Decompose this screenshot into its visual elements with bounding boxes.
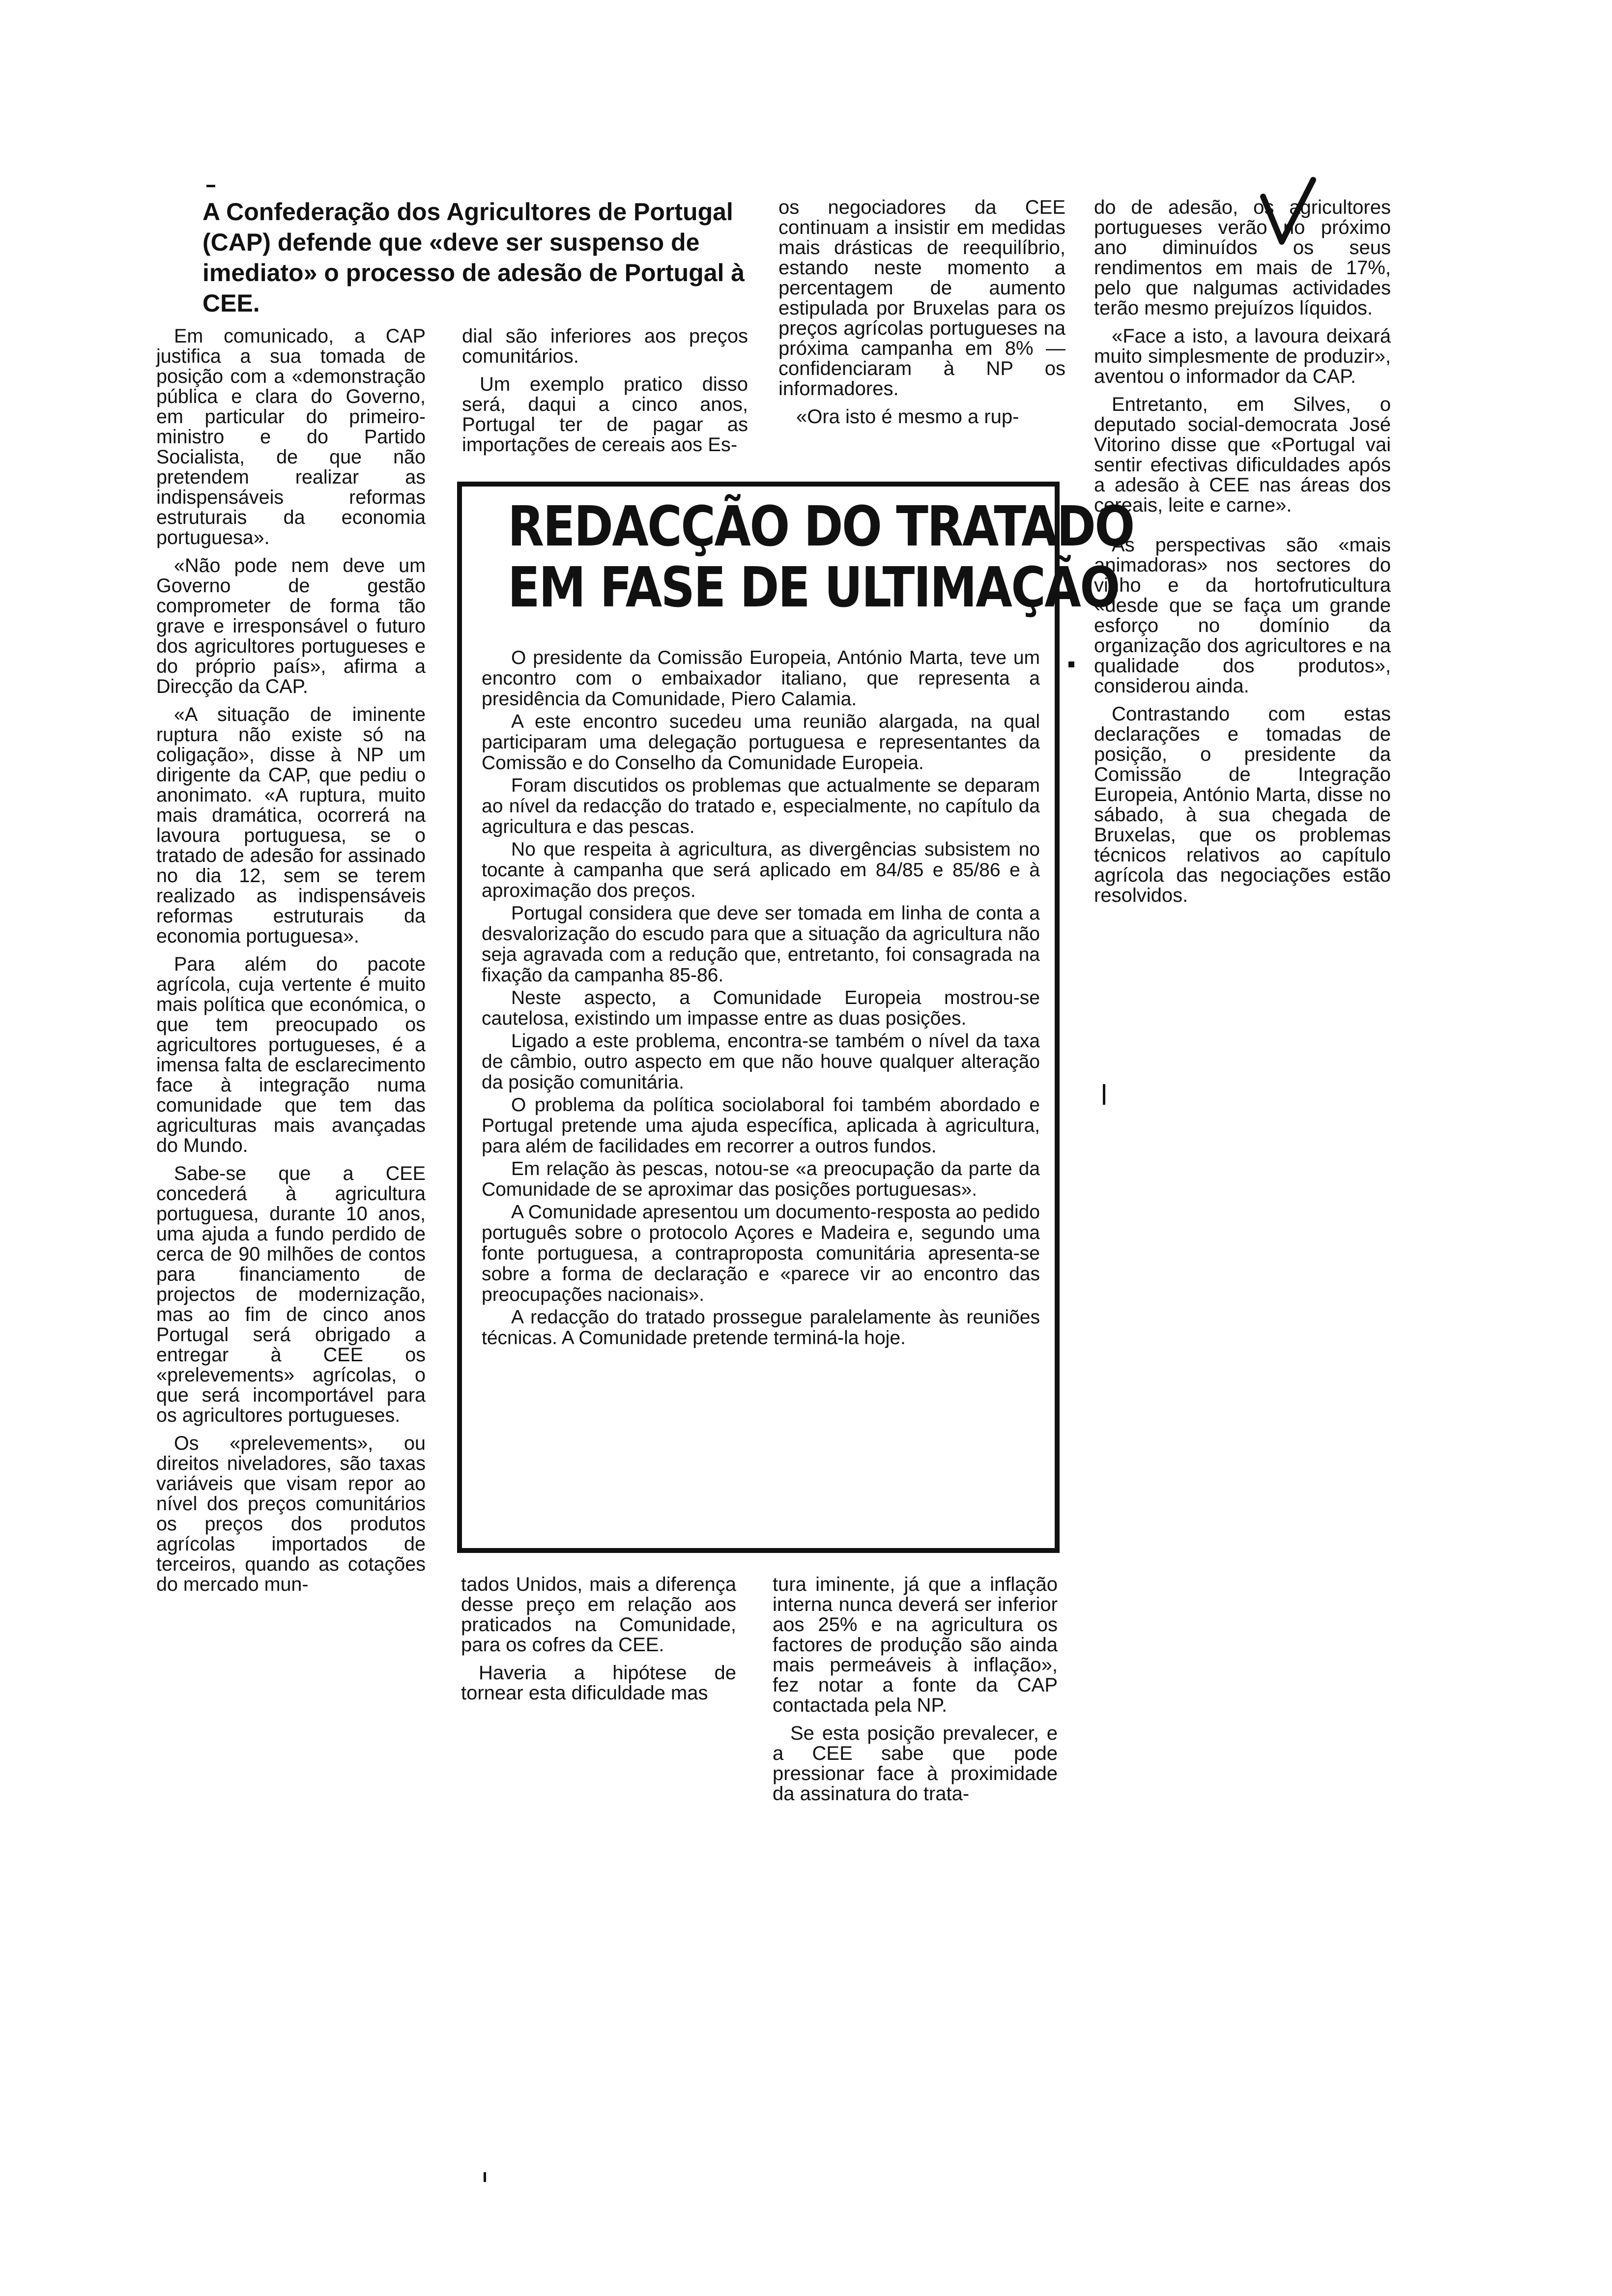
column-4 bbox=[1094, 198, 1391, 914]
paragraph: Sabe-se que a CEE concederá à agricultura portuguesa, durante 10 anos, uma ajuda a fundo perdido de cerca de 90 milhões de contos para financiamento de projectos de modernização, mas ao fim de cinco anos Portugal será obrigado a entregar à CEE os «prelevements» agrícolas, o que será incomportável para os agricultores portugueses. bbox=[156, 1163, 426, 1426]
box-paragraph: Foram discutidos os problemas que actualmente se deparam ao nível da redacção do tratado e, especialmente, no capítulo da agricultura e das pescas. bbox=[482, 775, 1040, 837]
paragraph: «Não pode nem deve um Governo de gestão comprometer de forma tão grave e irresponsável o futuro dos agricultores portugueses e do próprio país», afirma a Direcção da CAP. bbox=[156, 555, 426, 697]
paragraph: Os «prelevements», ou direitos niveladores, são taxas variáveis que visam repor ao nível dos preços comunitários os preços dos produtos agrícolas importados de terceiros, quando as cotações do mercado mun- bbox=[156, 1433, 426, 1595]
box-paragraph: No que respeita à agricultura, as divergências subsistem no tocante à campanha que será aplicado em 84/85 e 85/86 e à aproximação dos preços. bbox=[482, 839, 1040, 901]
box-paragraph: O presidente da Comissão Europeia, António Marta, teve um encontro com o embaixador italiano, que representa a presidência da Comunidade, Piero Calamia. bbox=[482, 647, 1040, 710]
box-body bbox=[482, 648, 1040, 1350]
box-paragraph: Ligado a este problema, encontra-se também o nível da taxa de câmbio, outro aspecto em que não houve qualquer alteração da posição comunitária. bbox=[482, 1031, 1040, 1093]
paragraph: dial são inferiores aos preços comunitários. bbox=[462, 325, 748, 367]
paragraph: tura iminente, já que a inflação interna nunca deverá ser inferior aos 25% e na agricultura os factores de produção são ainda mais permeáveis à inflação», fez notar a fonte da CAP contactada pela NP. bbox=[773, 1574, 1058, 1716]
article-lead: A Confederação dos Agricultores de Portugal (CAP) defende que «deve ser suspenso de imediato» o processo de adesão de Portugal à CEE. bbox=[202, 198, 745, 317]
box-paragraph: A redacção do tratado prossegue paralelamente às reuniões técnicas. A Comunidade pretende terminá-la hoje. bbox=[482, 1307, 1040, 1349]
box-paragraph: Portugal considera que deve ser tomada em linha de conta a desvalorização do escudo para que a situação da agricultura não seja agravada com a redução que, entretanto, foi consagrada na fixação da campanha 85-86. bbox=[482, 903, 1040, 986]
column-2-top bbox=[462, 326, 748, 463]
paragraph: do de adesão, os agricultores portugueses verão no próximo ano diminuídos os seus rendimentos em mais de 17%, pelo que nalgumas actividades terão mesmo prejuízos líquidos. bbox=[1094, 197, 1391, 319]
paragraph: tados Unidos, mais a diferença desse preço em relação aos praticados na Comunidade, para os cofres da CEE. bbox=[461, 1574, 736, 1656]
scan-speck bbox=[206, 185, 215, 187]
paragraph: «Face a isto, a lavoura deixará muito simplesmente de produzir», aventou o informador da CAP. bbox=[1094, 325, 1391, 387]
column-3-top bbox=[778, 198, 1065, 435]
paragraph: Contrastando com estas declarações e tomadas de posição, o presidente da Comissão de Integração Europeia, António Marta, disse no sábado, à sua chegada de Bruxelas, que os problemas técnicos relativos ao capítulo agrícola das negociações estão resolvidos. bbox=[1094, 703, 1391, 906]
paragraph: Se esta posição prevalecer, e a CEE sabe que pode pressionar face à proximidade da assinatura do trata- bbox=[773, 1722, 1058, 1805]
box-paragraph: Neste aspecto, a Comunidade Europeia mostrou-se cautelosa, existindo um impasse entre as duas posições. bbox=[482, 987, 1040, 1029]
column-3-bottom bbox=[773, 1575, 1058, 1812]
headline-line-1: REDACÇÃO DO TRATADO bbox=[508, 495, 1134, 559]
headline-line-2: EM FASE DE ULTIMAÇÃO bbox=[508, 556, 1119, 620]
scan-speck bbox=[1068, 661, 1074, 667]
handwritten-check-mark bbox=[1258, 177, 1317, 251]
column-2-bottom bbox=[461, 1575, 736, 1711]
paragraph: Um exemplo pratico disso será, daqui a cinco anos, Portugal ter de pagar as importações de cereais aos Es- bbox=[462, 373, 748, 456]
column-1 bbox=[156, 326, 426, 1603]
scan-speck bbox=[484, 2172, 486, 2182]
paragraph: Para além do pacote agrícola, cuja vertente é muito mais política que económica, o que tem preocupado os agricultores portugueses, é a imensa falta de esclarecimento face à integração numa comunidade que tem das agriculturas mais avançadas do Mundo. bbox=[156, 953, 426, 1156]
box-paragraph: Em relação às pescas, notou-se «a preocupação da parte da Comunidade de se aproximar das posições portuguesas». bbox=[482, 1158, 1040, 1200]
paragraph: Em comunicado, a CAP justifica a sua tomada de posição com a «demonstração pública e clara do Governo, em particular do primeiro-ministro e do Partido Socialista, de que não pretendem realizar as indispensáveis reformas estruturais da economia portuguesa». bbox=[156, 325, 426, 548]
box-paragraph: A Comunidade apresentou um documento-resposta ao pedido português sobre o protocolo Açores e Madeira e, segundo uma fonte portuguesa, a contraproposta comunitária apresenta-se sobre a forma de declaração e «parece vir ao encontro das preocupações nacionais». bbox=[482, 1202, 1040, 1305]
scan-speck bbox=[1103, 1084, 1105, 1105]
box-headline bbox=[508, 495, 1134, 620]
paragraph: Haveria a hipótese de tornear esta dificuldade mas bbox=[461, 1662, 736, 1704]
paragraph: «Ora isto é mesmo a rup- bbox=[796, 406, 1019, 428]
paragraph: «A situação de iminente ruptura não existe só na coligação», disse à NP um dirigente da CAP, que pediu o anonimato. «A ruptura, muito mais dramática, ocorrerá na lavoura portuguesa, se o tratado de adesão for assinado no dia 12, sem se terem realizado as indispensáveis reformas estruturais da economia portuguesa». bbox=[156, 704, 426, 947]
box-paragraph: A este encontro sucedeu uma reunião alargada, na qual participaram uma delegação portuguesa e representantes da Comissão e do Conselho da Comunidade Europeia. bbox=[482, 711, 1040, 774]
paragraph: Entretanto, em Silves, o deputado social-democrata José Vitorino disse que «Portugal vai sentir efectivas dificuldades após a adesão à CEE nas áreas dos cereais, leite e carne». bbox=[1094, 394, 1391, 516]
paragraph: As perspectivas são «mais animadoras» nos sectores do vinho e da hortofruticultura «desde que se faça um grande esforço no domínio da organização dos agricultores e na qualidade dos produtos», considerou ainda. bbox=[1094, 534, 1391, 697]
box-paragraph: O problema da política sociolaboral foi também abordado e Portugal pretende uma ajuda específica, aplicada à agricultura, para além de facilidades em recorrer a outros fundos. bbox=[482, 1094, 1040, 1157]
paragraph: os negociadores da CEE continuam a insistir em medidas mais drásticas de reequilíbrio, estando neste momento a percentagem de aumento estipulada por Bruxelas para os preços agrícolas portugueses na próxima campanha em 8% — confidenciaram à NP os informadores. bbox=[778, 197, 1065, 400]
